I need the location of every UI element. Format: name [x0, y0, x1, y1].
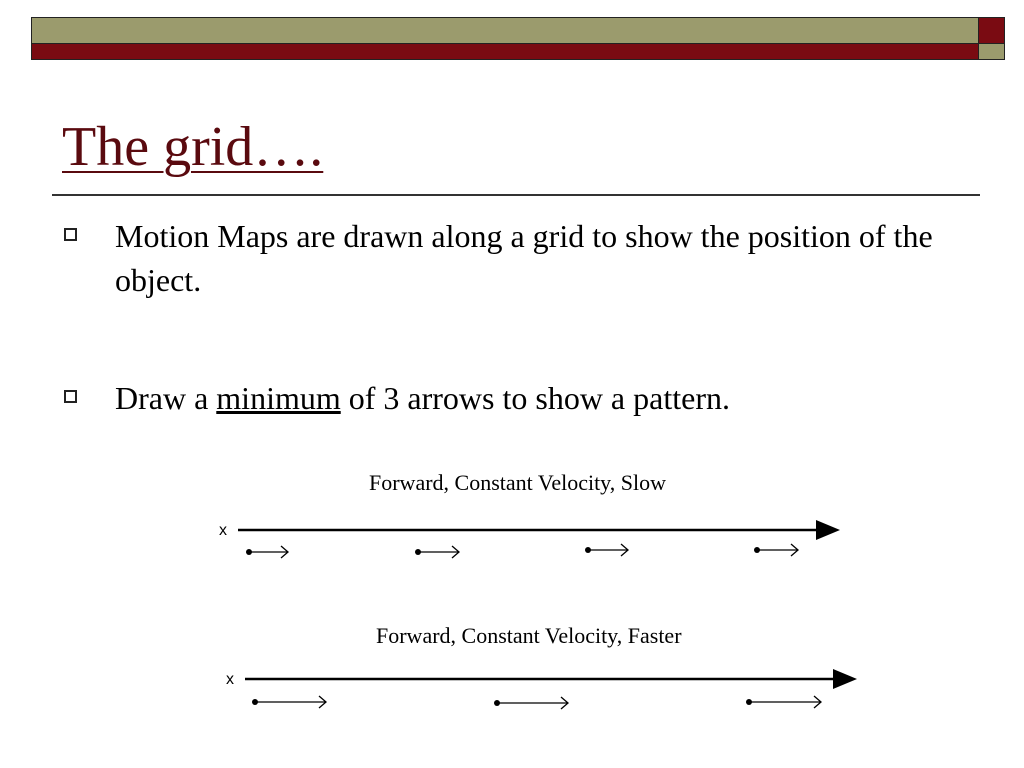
- bullet-2-text-pre: Draw a: [115, 380, 217, 416]
- motion-map-2-arrow: [494, 697, 568, 709]
- motion-map-1-arrow: [754, 544, 798, 556]
- motion-map-1-axis-arrowhead: [816, 520, 840, 540]
- bullet-1-text-part: Motion Maps are drawn along a grid to show the position of the object.: [115, 218, 933, 298]
- motion-map-1-axis-label: x: [219, 522, 227, 539]
- motion-map-1: [219, 520, 840, 558]
- motion-map-2: [226, 669, 857, 709]
- motion-map-1-arrow: [585, 544, 628, 556]
- motion-map-1-arrow: [246, 546, 288, 558]
- motion-map-2-caption: Forward, Constant Velocity, Faster: [376, 623, 682, 648]
- motion-map-2-arrow: [746, 696, 821, 708]
- motion-map-2-arrow: [252, 696, 326, 708]
- bullet-2-text-underlined: minimum: [216, 380, 341, 416]
- motion-map-1-arrow: [415, 546, 459, 558]
- motion-map-2-axis-arrowhead: [833, 669, 857, 689]
- motion-map-2-axis-label: x: [226, 671, 234, 688]
- motion-map-1-caption: Forward, Constant Velocity, Slow: [369, 470, 666, 495]
- bullet-2-text-post: of 3 arrows to show a pattern.: [340, 380, 730, 416]
- slide-title: The grid….: [62, 116, 324, 178]
